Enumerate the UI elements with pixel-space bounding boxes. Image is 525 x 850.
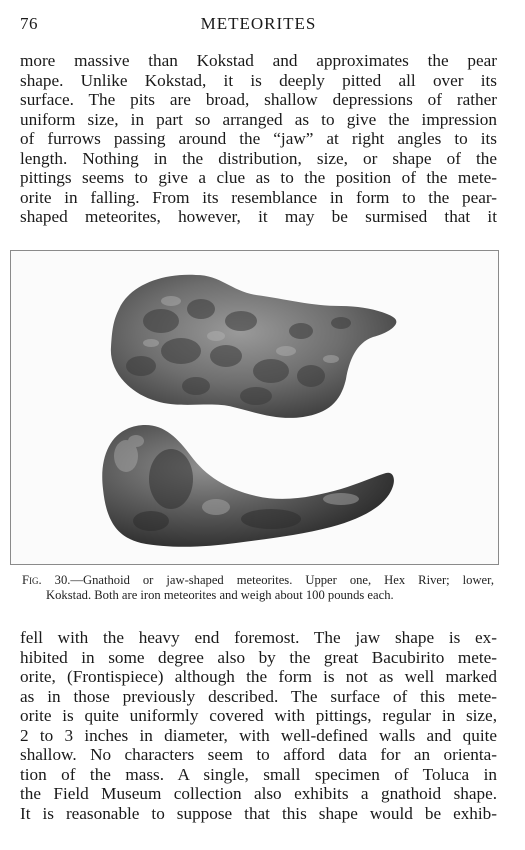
text-line: It is reasonable to suppose that this shape would be exhib- (20, 803, 497, 823)
text-line: length. Nothing in the distribution, size, or shape of the (20, 148, 497, 168)
text-line: orite is quite uniformly covered with pittings, regular in size, (20, 706, 497, 725)
text-line: the Field Museum collection also exhibits a gnathoid shape. (20, 784, 497, 803)
text-line: 2 to 3 inches in diameter, with well-defined walls and quite (20, 725, 497, 745)
top-paragraph (20, 51, 497, 227)
meteorite-photograph (10, 250, 499, 565)
kokstad-meteorite (102, 425, 394, 547)
text-line: uniform size, in part so arranged as to give the impression (20, 109, 497, 129)
figure-label: Fig. 30.— (22, 573, 83, 587)
hex-river-meteorite (111, 275, 396, 418)
bottom-paragraph (20, 628, 497, 823)
text-line: shaped meteorites, however, it may be surmised that it (20, 207, 497, 226)
text-line: of furrows passing around the “jaw” at right angles to its (20, 129, 497, 148)
caption-line: Gnathoid or jaw-shaped meteorites. Upper one, Hex River; lower, (83, 573, 494, 587)
text-line: shape. Unlike Kokstad, it is deeply pitted all over its (20, 70, 497, 90)
caption-line: Kokstad. Both are iron meteorites and weigh about 100 pounds each. (46, 588, 394, 602)
text-line: as in those previously described. The surface of this mete- (20, 686, 497, 706)
text-line: surface. The pits are broad, shallow depressions of rather (20, 90, 497, 109)
text-line: orite, (Frontispiece) although the form is not as well marked (20, 667, 497, 686)
meteorite-photo-svg (11, 251, 498, 564)
page-number: 76 (20, 14, 38, 33)
text-line: shallow. No characters seem to afford data for an orienta- (20, 745, 497, 764)
text-line: tion of the mass. A single, small specimen of Toluca in (20, 764, 497, 784)
text-line: more massive than Kokstad and approximates the pear (20, 51, 497, 70)
figure-caption (22, 573, 494, 603)
text-line: orite in falling. From its resemblance in form to the pear- (20, 187, 497, 207)
text-line: pittings seems to give a clue as to the position of the mete- (20, 168, 497, 187)
text-line: fell with the heavy end foremost. The jaw shape is ex- (20, 628, 497, 647)
text-line: hibited in some degree also by the great Bacubirito mete- (20, 647, 497, 667)
running-head: METEORITES (200, 14, 317, 33)
page-header (20, 14, 497, 36)
